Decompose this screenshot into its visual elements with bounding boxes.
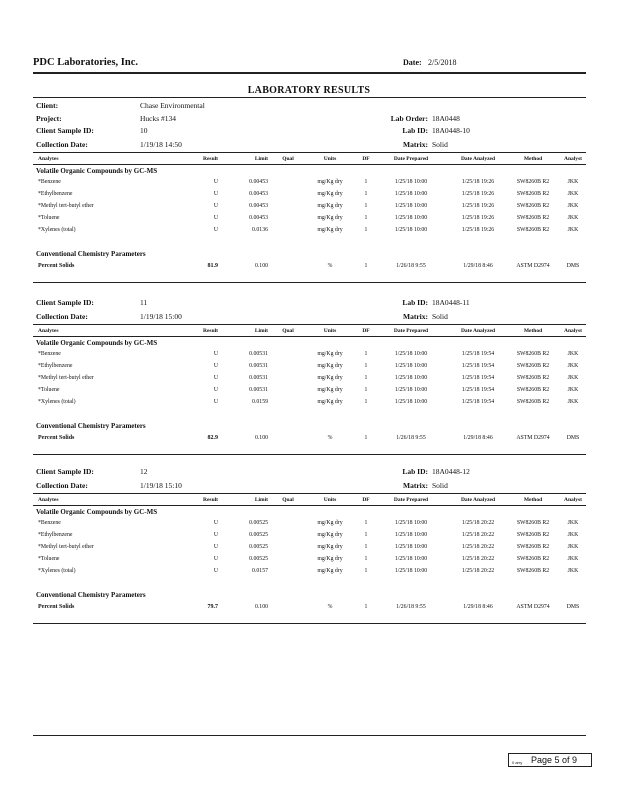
sample-12-voc-row-4-df: 1: [364, 568, 368, 574]
company-name: PDC Laboratories, Inc.: [33, 57, 138, 68]
sample-10-voc-row-0-result: U: [213, 179, 218, 185]
sample-12-colhdr-units: Units: [323, 497, 337, 503]
sample-12-voc-row-4-units: mg/Kg dry: [317, 568, 343, 574]
sample-10-voc-row-0-analyzed: 1/25/18 19:26: [461, 179, 495, 185]
sample-11-voc-row-4-result: U: [213, 399, 218, 405]
sample-10-voc-row-2-method: SW8260B R2: [516, 203, 550, 209]
sample-12-voc-row-2-units: mg/Kg dry: [317, 544, 343, 550]
sample-10-voc-row-3-analyte: *Toluene: [38, 215, 60, 221]
sample-11-conv-section: Conventional Chemistry Parameters: [36, 422, 146, 430]
sample-11-colhdr-limit: Limit: [254, 328, 268, 334]
sample-11-voc-row-3-prepared: 1/25/18 10:00: [394, 387, 428, 393]
sample-11-voc-row-2-analyzed: 1/25/18 19:54: [461, 375, 495, 381]
sample-10-voc-row-1-method: SW8260B R2: [516, 191, 550, 197]
sample-11-voc-row-3-limit: 0.00531: [249, 387, 268, 393]
sample-10-voc-row-1-df: 1: [364, 191, 368, 197]
sample-11-voc-row-1-prepared: 1/25/18 10:00: [394, 363, 428, 369]
sample-10-voc-row-0-analyst: JKK: [567, 179, 579, 185]
client-value: Chase Environmental: [140, 101, 205, 110]
sample-12-lab-id-label: Lab ID:: [402, 467, 428, 476]
sample-11-voc-row-3-analyzed: 1/25/18 19:54: [461, 387, 495, 393]
sample-11-collection-value: 1/19/18 15:00: [140, 312, 182, 321]
sample-10-voc-row-2-prepared: 1/25/18 10:00: [394, 203, 428, 209]
sample-11-colhdr-units: Units: [323, 328, 337, 334]
page-prefix: 0 arry: [512, 760, 523, 765]
sample-10-voc-row-0-units: mg/Kg dry: [317, 179, 343, 185]
sample-10-colhdr-result: Result: [203, 156, 218, 162]
sample-12-colhdr-df: DF: [362, 497, 370, 503]
sample-10-colhdr-analyzed: Date Analyzed: [460, 156, 496, 162]
sample-11-voc-row-3-units: mg/Kg dry: [317, 387, 343, 393]
sample-12-voc-row-2-prepared: 1/25/18 10:00: [394, 544, 428, 550]
sample-12-conv-row-analyte: Percent Solids: [38, 604, 75, 610]
sample-10-colhdr-analyte: Analytes: [38, 156, 59, 162]
sample-12-conv-row-prepared: 1/26/18 9:55: [396, 604, 426, 610]
sample-12-voc-row-0-method: SW8260B R2: [516, 520, 550, 526]
sample-10-colhdr-limit: Limit: [254, 156, 268, 162]
sample-12-conv-row-method: ASTM D2974: [516, 604, 550, 610]
sample-10-lab-id-value: 18A0448-10: [432, 126, 470, 135]
sample-10-voc-row-3-df: 1: [364, 215, 368, 221]
sample-11-voc-row-0-analyzed: 1/25/18 19:54: [461, 351, 495, 357]
sample-11-voc-section: Volatile Organic Compounds by GC-MS: [36, 339, 158, 347]
sample-11-voc-row-1-analyst: JKK: [567, 363, 579, 369]
sample-12-voc-row-1-analyst: JKK: [567, 532, 579, 538]
sample-11-voc-row-0-analyst: JKK: [567, 351, 579, 357]
sample-11-colhdr-prepared: Date Prepared: [393, 328, 429, 334]
sample-10-voc-row-2-units: mg/Kg dry: [317, 203, 343, 209]
sample-12-voc-row-1-prepared: 1/25/18 10:00: [394, 532, 428, 538]
sample-11-end-rule: [33, 454, 586, 455]
sample-11-colhdr-rule: [33, 336, 586, 337]
sample-10-voc-row-3-method: SW8260B R2: [516, 215, 550, 221]
sample-10-voc-row-3-analyzed: 1/25/18 19:26: [461, 215, 495, 221]
sample-10-voc-row-4-limit: 0.0136: [252, 227, 268, 233]
sample-12-voc-row-3-analyte: *Toluene: [38, 556, 60, 562]
sample-11-colhdr-analyte: Analytes: [38, 328, 59, 334]
sample-12-voc-row-3-units: mg/Kg dry: [317, 556, 343, 562]
sample-12-voc-row-3-analyzed: 1/25/18 20:22: [461, 556, 495, 562]
sample-11-lab-id-label: Lab ID:: [402, 298, 428, 307]
sample-10-colhdr-qual: Qual: [282, 156, 294, 162]
sample-10-voc-row-0-method: SW8260B R2: [516, 179, 550, 185]
sample-11-voc-row-4-units: mg/Kg dry: [317, 399, 343, 405]
sample-12-voc-row-1-units: mg/Kg dry: [317, 532, 343, 538]
sample-12-voc-row-0-analyst: JKK: [567, 520, 579, 526]
client-label: Client:: [36, 101, 59, 110]
sample-12-voc-row-3-method: SW8260B R2: [516, 556, 550, 562]
sample-10-voc-row-4-analyte: *Xylenes (total): [38, 227, 76, 233]
sample-11-voc-row-4-analyte: *Xylenes (total): [38, 399, 76, 405]
sample-12-voc-row-3-analyst: JKK: [567, 556, 579, 562]
sample-11-colhdr-method: Method: [523, 328, 543, 334]
header-rule: [33, 72, 586, 74]
sample-11-voc-row-3-result: U: [213, 387, 218, 393]
sample-11-conv-row-prepared: 1/26/18 9:55: [396, 435, 426, 441]
sample-11-voc-row-3-analyst: JKK: [567, 387, 579, 393]
sample-10-voc-row-1-units: mg/Kg dry: [317, 191, 343, 197]
sample-11-id-label: Client Sample ID:: [36, 298, 94, 307]
sample-10-conv-row-method: ASTM D2974: [516, 263, 550, 269]
sample-12-voc-row-0-prepared: 1/25/18 10:00: [394, 520, 428, 526]
sample-11-colhdr-result: Result: [203, 328, 218, 334]
sample-10-voc-row-2-analyzed: 1/25/18 19:26: [461, 203, 495, 209]
sample-12-conv-row-df: 1: [364, 604, 368, 610]
sample-10-voc-row-4-units: mg/Kg dry: [317, 227, 343, 233]
report-date-label: Date:: [403, 58, 422, 67]
sample-12-voc-row-4-analyte: *Xylenes (total): [38, 568, 76, 574]
page-title: LABORATORY RESULTS: [247, 85, 371, 96]
sample-10-conv-row-df: 1: [364, 263, 368, 269]
sample-10-conv-row-result: 81.9: [207, 263, 218, 269]
sample-11-voc-row-1-df: 1: [364, 363, 368, 369]
sample-11-conv-row-analyte: Percent Solids: [38, 435, 75, 441]
sample-10-voc-row-2-analyte: *Methyl tert-butyl ether: [38, 203, 94, 209]
sample-12-voc-row-2-result: U: [213, 544, 218, 550]
sample-12-voc-row-1-result: U: [213, 532, 218, 538]
lab-order-label: Lab Order:: [390, 114, 428, 123]
sample-10-voc-row-0-df: 1: [364, 179, 368, 185]
sample-10-matrix-label: Matrix:: [403, 140, 428, 149]
sample-12-voc-row-0-limit: 0.00525: [249, 520, 268, 526]
sample-12-voc-row-3-limit: 0.00525: [249, 556, 268, 562]
sample-10-collection-label: Collection Date:: [36, 140, 88, 149]
sample-10-colhdr-rule: [33, 164, 586, 165]
sample-12-colhdr-prepared: Date Prepared: [393, 497, 429, 503]
sample-12-collection-value: 1/19/18 15:10: [140, 481, 182, 490]
sample-10-voc-row-0-limit: 0.00453: [249, 179, 268, 185]
page-number-box: [508, 753, 592, 767]
sample-12-colhdr-limit: Limit: [254, 497, 268, 503]
sample-12-header-rule: [33, 493, 586, 494]
sample-10-colhdr-df: DF: [362, 156, 370, 162]
page-number: Page 5 of 9: [531, 755, 578, 765]
sample-11-voc-row-4-limit: 0.0159: [252, 399, 268, 405]
sample-12-colhdr-result: Result: [203, 497, 218, 503]
sample-11-conv-row-method: ASTM D2974: [516, 435, 550, 441]
sample-12-voc-row-0-result: U: [213, 520, 218, 526]
sample-12-voc-row-1-limit: 0.00525: [249, 532, 268, 538]
sample-12-voc-row-0-analyte: *Benzene: [38, 520, 61, 526]
sample-11-voc-row-2-analyst: JKK: [567, 375, 579, 381]
sample-10-voc-row-4-analyzed: 1/25/18 19:26: [461, 227, 495, 233]
sample-12-voc-row-4-method: SW8260B R2: [516, 568, 550, 574]
sample-11-conv-row-analyzed: 1/29/18 8:46: [463, 435, 493, 441]
sample-12-colhdr-method: Method: [523, 497, 543, 503]
sample-10-voc-row-2-result: U: [213, 203, 218, 209]
sample-11-voc-row-4-analyst: JKK: [567, 399, 579, 405]
sample-11-conv-row-units: %: [327, 435, 333, 441]
sample-10-voc-row-4-analyst: JKK: [567, 227, 579, 233]
sample-11-id-value: 11: [140, 298, 148, 307]
sample-12-voc-row-1-df: 1: [364, 532, 368, 538]
sample-12-colhdr-qual: Qual: [282, 497, 294, 503]
sample-12-voc-row-1-analyzed: 1/25/18 20:22: [461, 532, 495, 538]
sample-12-colhdr-analyte: Analytes: [38, 497, 59, 503]
sample-11-voc-row-0-df: 1: [364, 351, 368, 357]
sample-11-voc-row-3-df: 1: [364, 387, 368, 393]
sample-10-conv-row-analyzed: 1/29/18 8:46: [463, 263, 493, 269]
sample-12-voc-row-1-method: SW8260B R2: [516, 532, 550, 538]
sample-11-voc-row-1-method: SW8260B R2: [516, 363, 550, 369]
sample-12-voc-row-2-df: 1: [364, 544, 368, 550]
sample-11-conv-row-result: 82.9: [207, 435, 218, 441]
footer-rule: [33, 735, 586, 736]
sample-11-matrix-value: Solid: [432, 312, 448, 321]
sample-10-conv-row-limit: 0.100: [254, 263, 268, 269]
sample-12-collection-label: Collection Date:: [36, 481, 88, 490]
sample-11-voc-row-4-prepared: 1/25/18 10:00: [394, 399, 428, 405]
sample-11-voc-row-0-analyte: *Benzene: [38, 351, 61, 357]
sample-10-id-label: Client Sample ID:: [36, 126, 94, 135]
sample-12-voc-row-3-prepared: 1/25/18 10:00: [394, 556, 428, 562]
sample-10-conv-row-analyte: Percent Solids: [38, 263, 75, 269]
sample-11-colhdr-analyzed: Date Analyzed: [460, 328, 496, 334]
sample-10-voc-row-1-analyte: *Ethylbenzene: [38, 191, 73, 197]
sample-10-voc-row-3-result: U: [213, 215, 218, 221]
sample-10-voc-row-3-limit: 0.00453: [249, 215, 268, 221]
sample-12-voc-row-2-analyte: *Methyl tert-butyl ether: [38, 544, 94, 550]
sample-11-colhdr-analyst: Analyst: [563, 328, 583, 334]
sample-12-voc-row-0-df: 1: [364, 520, 368, 526]
sample-12-colhdr-analyzed: Date Analyzed: [460, 497, 496, 503]
sample-11-voc-row-2-limit: 0.00531: [249, 375, 268, 381]
sample-11-voc-row-2-prepared: 1/25/18 10:00: [394, 375, 428, 381]
sample-10-voc-row-1-result: U: [213, 191, 218, 197]
project-label: Project:: [36, 114, 62, 123]
sample-12-voc-row-0-units: mg/Kg dry: [317, 520, 343, 526]
sample-12-colhdr-rule: [33, 505, 586, 506]
sample-12-conv-row-units: %: [327, 604, 333, 610]
sample-10-end-rule: [33, 282, 586, 283]
report-date-value: 2/5/2018: [428, 58, 457, 67]
sample-11-voc-row-1-analyzed: 1/25/18 19:54: [461, 363, 495, 369]
sample-10-voc-row-4-result: U: [213, 227, 218, 233]
sample-11-header-rule: [33, 324, 586, 325]
sample-12-conv-row-analyzed: 1/29/18 8:46: [463, 604, 493, 610]
sample-11-colhdr-qual: Qual: [282, 328, 294, 334]
sample-10-colhdr-units: Units: [323, 156, 337, 162]
sample-10-colhdr-method: Method: [523, 156, 543, 162]
sample-10-voc-row-3-units: mg/Kg dry: [317, 215, 343, 221]
sample-10-voc-row-0-prepared: 1/25/18 10:00: [394, 179, 428, 185]
sample-12-voc-row-2-method: SW8260B R2: [516, 544, 550, 550]
sample-10-colhdr-prepared: Date Prepared: [393, 156, 429, 162]
sample-12-end-rule: [33, 623, 586, 624]
sample-11-voc-row-1-result: U: [213, 363, 218, 369]
sample-10-voc-row-0-analyte: *Benzene: [38, 179, 61, 185]
sample-11-voc-row-0-limit: 0.00531: [249, 351, 268, 357]
sample-11-voc-row-0-result: U: [213, 351, 218, 357]
sample-11-voc-row-0-units: mg/Kg dry: [317, 351, 343, 357]
sample-12-matrix-value: Solid: [432, 481, 448, 490]
sample-11-voc-row-4-analyzed: 1/25/18 19:54: [461, 399, 495, 405]
sample-10-colhdr-analyst: Analyst: [563, 156, 583, 162]
sample-11-voc-row-2-df: 1: [364, 375, 368, 381]
sample-10-id-value: 10: [140, 126, 148, 135]
sample-10-collection-value: 1/19/18 14:50: [140, 140, 182, 149]
sample-11-voc-row-2-method: SW8260B R2: [516, 375, 550, 381]
sample-11-voc-row-1-analyte: *Ethylbenzene: [38, 363, 73, 369]
sample-10-voc-row-1-prepared: 1/25/18 10:00: [394, 191, 428, 197]
sample-11-collection-label: Collection Date:: [36, 312, 88, 321]
sample-11-voc-row-0-prepared: 1/25/18 10:00: [394, 351, 428, 357]
sample-12-voc-row-4-analyst: JKK: [567, 568, 579, 574]
sample-12-voc-row-3-result: U: [213, 556, 218, 562]
sample-12-matrix-label: Matrix:: [403, 481, 428, 490]
sample-10-matrix-value: Solid: [432, 140, 448, 149]
sample-12-colhdr-analyst: Analyst: [563, 497, 583, 503]
sample-10-voc-row-1-analyst: JKK: [567, 191, 579, 197]
sample-11-conv-row-df: 1: [364, 435, 368, 441]
sample-10-header-rule: [33, 152, 586, 153]
sample-11-voc-row-2-analyte: *Methyl tert-butyl ether: [38, 375, 94, 381]
sample-10-conv-row-analyst: DMS: [566, 263, 580, 269]
sample-11-voc-row-3-method: SW8260B R2: [516, 387, 550, 393]
sample-12-id-label: Client Sample ID:: [36, 467, 94, 476]
sample-11-voc-row-4-df: 1: [364, 399, 368, 405]
sample-11-colhdr-df: DF: [362, 328, 370, 334]
sample-10-voc-row-2-limit: 0.00453: [249, 203, 268, 209]
sample-10-voc-row-4-df: 1: [364, 227, 368, 233]
sample-10-voc-section: Volatile Organic Compounds by GC-MS: [36, 167, 158, 175]
sample-11-lab-id-value: 18A0448-11: [432, 298, 470, 307]
sample-12-voc-row-2-analyzed: 1/25/18 20:22: [461, 544, 495, 550]
sample-12-conv-row-limit: 0.100: [254, 604, 268, 610]
sample-12-voc-row-4-analyzed: 1/25/18 20:22: [461, 568, 495, 574]
sample-12-voc-row-4-prepared: 1/25/18 10:00: [394, 568, 428, 574]
sample-11-conv-row-limit: 0.100: [254, 435, 268, 441]
sample-11-voc-row-1-units: mg/Kg dry: [317, 363, 343, 369]
sample-12-conv-section: Conventional Chemistry Parameters: [36, 591, 146, 599]
sample-11-conv-row-analyst: DMS: [566, 435, 580, 441]
title-rule: [33, 97, 586, 98]
sample-10-conv-row-prepared: 1/26/18 9:55: [396, 263, 426, 269]
sample-10-lab-id-label: Lab ID:: [402, 126, 428, 135]
sample-12-conv-row-analyst: DMS: [566, 604, 580, 610]
sample-11-voc-row-2-units: mg/Kg dry: [317, 375, 343, 381]
sample-10-voc-row-1-analyzed: 1/25/18 19:26: [461, 191, 495, 197]
sample-11-voc-row-1-limit: 0.00531: [249, 363, 268, 369]
sample-10-voc-row-1-limit: 0.00453: [249, 191, 268, 197]
sample-11-voc-row-3-analyte: *Toluene: [38, 387, 60, 393]
sample-12-voc-row-2-limit: 0.00525: [249, 544, 268, 550]
sample-10-voc-row-4-method: SW8260B R2: [516, 227, 550, 233]
sample-11-voc-row-2-result: U: [213, 375, 218, 381]
sample-12-voc-row-3-df: 1: [364, 556, 368, 562]
sample-10-conv-row-units: %: [327, 263, 333, 269]
sample-10-voc-row-4-prepared: 1/25/18 10:00: [394, 227, 428, 233]
project-value: Hucks #134: [140, 114, 177, 123]
sample-11-voc-row-0-method: SW8260B R2: [516, 351, 550, 357]
sample-12-voc-row-2-analyst: JKK: [567, 544, 579, 550]
sample-11-voc-row-4-method: SW8260B R2: [516, 399, 550, 405]
sample-12-id-value: 12: [140, 467, 148, 476]
sample-12-voc-row-4-limit: 0.0157: [252, 568, 268, 574]
sample-10-conv-section: Conventional Chemistry Parameters: [36, 250, 146, 258]
lab-order-value: 18A0448: [432, 114, 460, 123]
sample-12-voc-row-1-analyte: *Ethylbenzene: [38, 532, 73, 538]
sample-10-voc-row-3-analyst: JKK: [567, 215, 579, 221]
sample-11-matrix-label: Matrix:: [403, 312, 428, 321]
sample-12-conv-row-result: 79.7: [207, 604, 218, 610]
sample-10-voc-row-3-prepared: 1/25/18 10:00: [394, 215, 428, 221]
sample-12-voc-row-0-analyzed: 1/25/18 20:22: [461, 520, 495, 526]
sample-10-voc-row-2-analyst: JKK: [567, 203, 579, 209]
sample-12-voc-section: Volatile Organic Compounds by GC-MS: [36, 508, 158, 516]
sample-12-lab-id-value: 18A0448-12: [432, 467, 470, 476]
sample-10-voc-row-2-df: 1: [364, 203, 368, 209]
sample-12-voc-row-4-result: U: [213, 568, 218, 574]
